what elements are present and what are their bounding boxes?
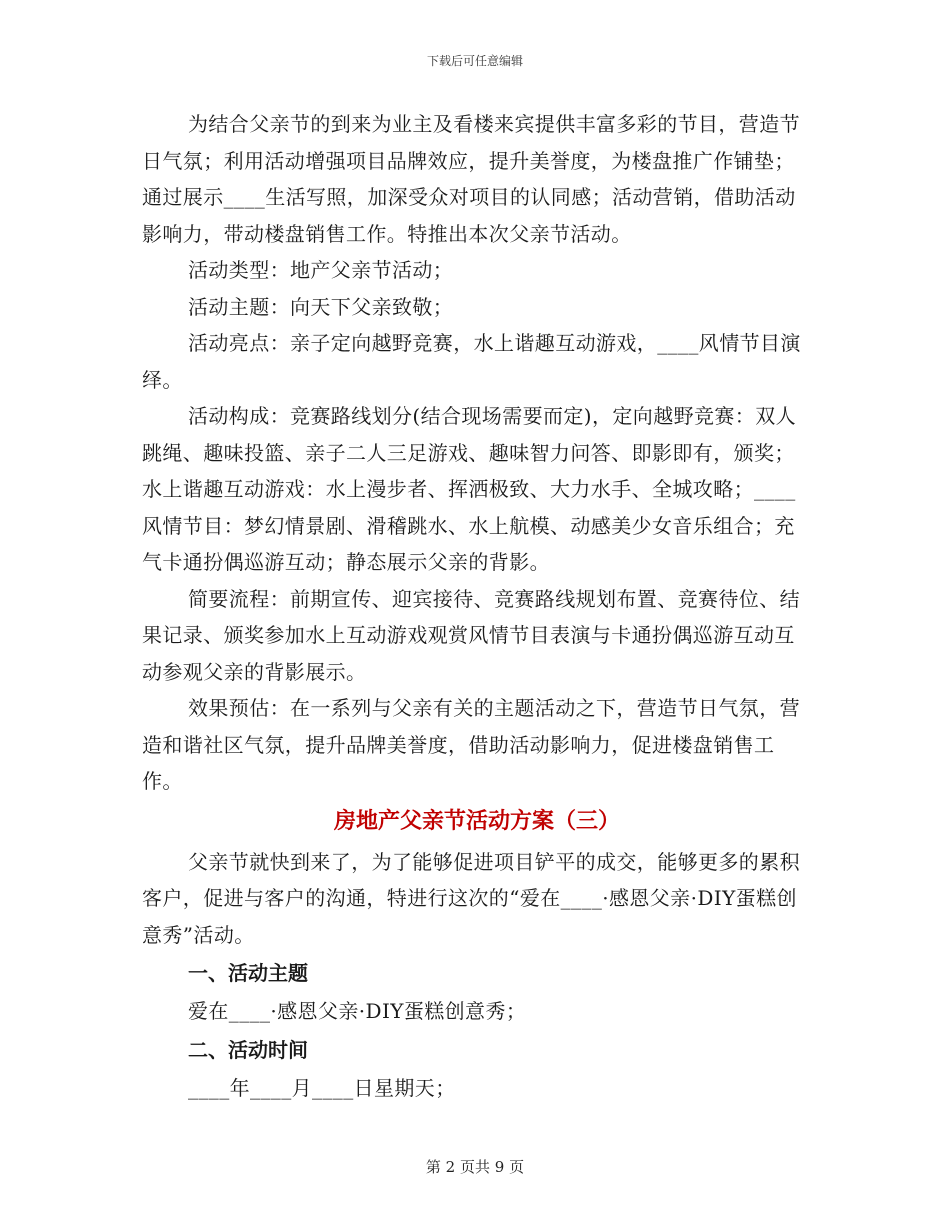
heading-time: 二、活动时间: [188, 1037, 308, 1062]
page-header: 下载后可任意编辑: [426, 54, 523, 68]
paragraph-time-text: ____年____月____日星期天；: [188, 1075, 456, 1100]
document-body: [142, 106, 812, 1106]
paragraph-highlights: 活动亮点：亲子定向越野竞赛，水上谐趣互动游戏，____风情节目演绎。: [142, 331, 801, 392]
page-footer: 第 2 页共 9 页: [425, 1158, 525, 1176]
paragraph-composition: 活动构成：竞赛路线划分(结合现场需要而定)，定向越野竞赛：双人跳绳、趣味投篮、亲子二人三足游戏、趣味智力问答、即影即有，颁奖；水上谐趣互动游戏：水上漫步者、挥洒极致、大力水手、全城攻略；____风情节目：梦幻情景剧、滑稽跳水、水上航模、动感美少女音乐组合；充气卡通扮偶巡游互动；静态展示父亲的背影。: [142, 404, 797, 574]
paragraph-effect: 效果预估：在一系列与父亲有关的主题活动之下，营造节日气氛，营造和谐社区气氛，提升品牌美誉度，借助活动影响力，促进楼盘销售工作。: [142, 696, 800, 793]
paragraph-plan3-intro: 父亲节就快到来了，为了能够促进项目铲平的成交，能够更多的累积客户，促进与客户的沟通，特进行这次的“爱在____·感恩父亲·DIY蛋糕创意秀”活动。: [142, 849, 800, 947]
section-title: 房地产父亲节活动方案（三）: [333, 808, 620, 834]
paragraph-intro: 为结合父亲节的到来为业主及看楼来宾提供丰富多彩的节目，营造节日气氛；利用活动增强项目品牌效应，提升美誉度，为楼盘推广作铺垫；通过展示____生活写照，加深受众对项目的认同感；活动营销，借助活动影响力，带动楼盘销售工作。特推出本次父亲节活动。: [142, 112, 800, 246]
paragraph-theme-text: 爱在____·感恩父亲·DIY蛋糕创意秀；: [188, 999, 527, 1023]
heading-theme: 一、活动主题: [188, 961, 308, 985]
paragraph-activity-type: 活动类型：地产父亲节活动；: [188, 258, 454, 282]
paragraph-process: 简要流程：前期宣传、迎宾接待、竞赛路线规划布置、竞赛待位、结果记录、颁奖参加水上互动游戏观赏风情节目表演与卡通扮偶巡游互动互动参观父亲的背影展示。: [142, 586, 800, 684]
paragraph-activity-theme: 活动主题：向天下父亲致敬；: [188, 294, 454, 319]
